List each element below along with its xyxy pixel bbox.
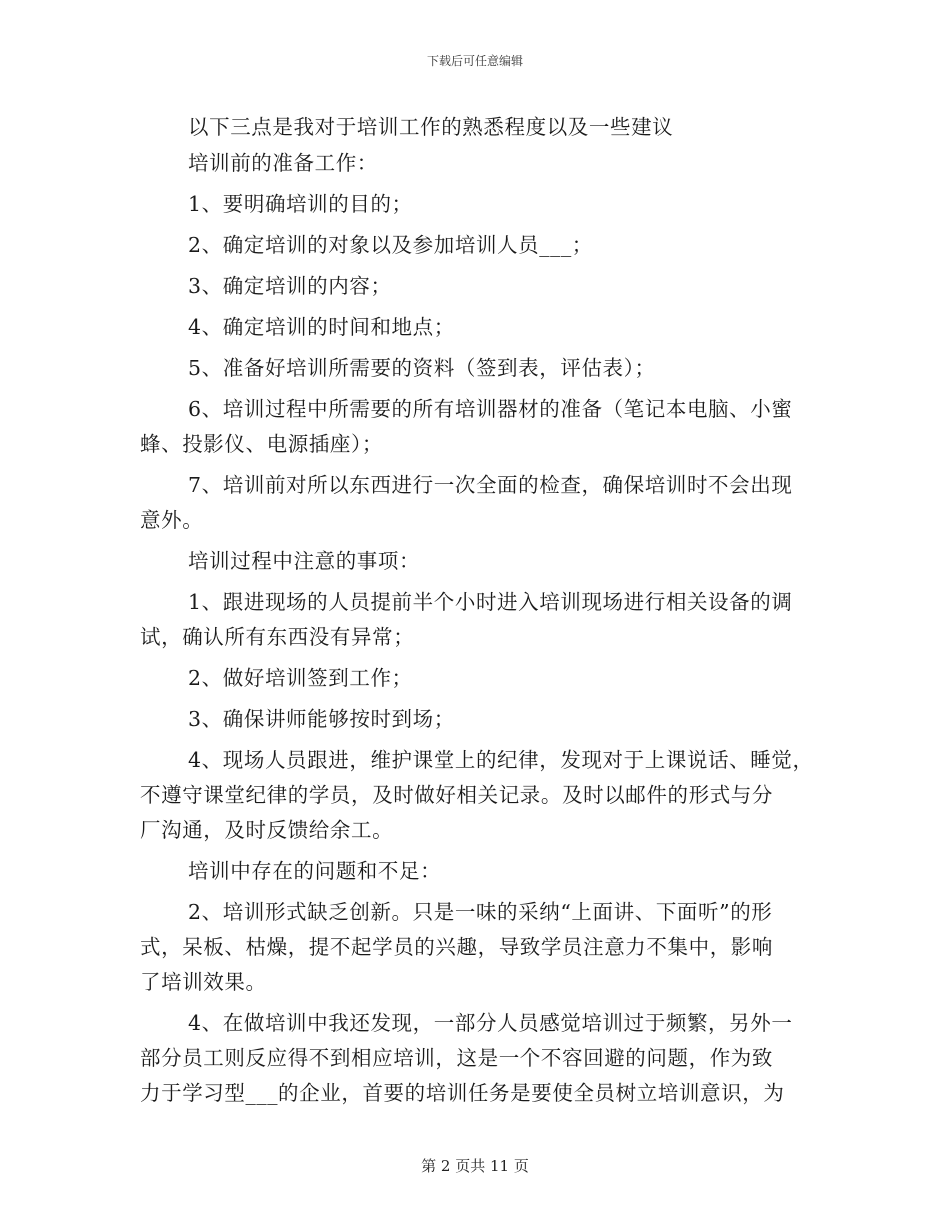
page-number: 第 2 页共 11 页 [421,1157,529,1175]
text-line: 7、培训前对所以东西进行一次全面的检查，确保培训时不会出现 [188,473,793,497]
text-line: 6、培训过程中所需要的所有培训器材的准备（笔记本电脑、小蜜 [188,397,793,421]
text-line: 4、在做培训中我还发现，一部分人员感觉培训过于频繁，另外一 [188,1011,793,1035]
text-line: 3、确保讲师能够按时到场； [188,707,455,731]
page-header: 下载后可任意编辑 [426,54,523,68]
section-heading: 培训过程中注意的事项： [188,549,421,573]
text-line: 试，确认所有东西没有异常； [140,625,415,649]
text-line: 力于学习型___的企业，首要的培训任务是要使全员树立培训意识，为 [140,1081,785,1105]
section-heading: 培训中存在的问题和不足： [188,859,442,883]
text-line: 5、准备好培训所需要的资料（签到表，评估表）； [188,356,656,380]
text-line: 2、培训形式缺乏创新。只是一味的采纳“上面讲、下面听”的形 [188,900,773,924]
text-line: 意外。 [140,508,204,532]
text-line: 以下三点是我对于培训工作的熟悉程度以及一些建议 [188,115,674,139]
text-line: 2、做好培训签到工作； [188,666,413,690]
text-line: 2、确定培训的对象以及参加培训人员___； [188,233,593,257]
text-line: 4、现场人员跟进，维护课堂上的纪律，发现对于上课说话、睡觉， [188,748,814,772]
text-line: 4、确定培训的时间和地点； [188,315,455,339]
section-heading: 培训前的准备工作： [188,151,378,175]
text-line: 1、跟进现场的人员提前半个小时进入培训现场进行相关设备的调 [188,590,793,614]
text-line: 部分员工则反应得不到相应培训，这是一个不容回避的问题，作为致 [140,1046,773,1070]
text-line: 式，呆板、枯燥，提不起学员的兴趣，导致学员注意力不集中，影响 [140,935,773,959]
text-line: 了培训效果。 [140,970,267,994]
text-line: 3、确定培训的内容； [188,274,392,298]
text-line: 不遵守课堂纪律的学员，及时做好相关记录。及时以邮件的形式与分 [140,783,773,807]
text-line: 蜂、投影仪、电源插座）； [140,432,383,456]
text-line: 1、要明确培训的目的； [188,192,413,216]
text-line: 厂沟通，及时反馈给余工。 [140,818,394,842]
